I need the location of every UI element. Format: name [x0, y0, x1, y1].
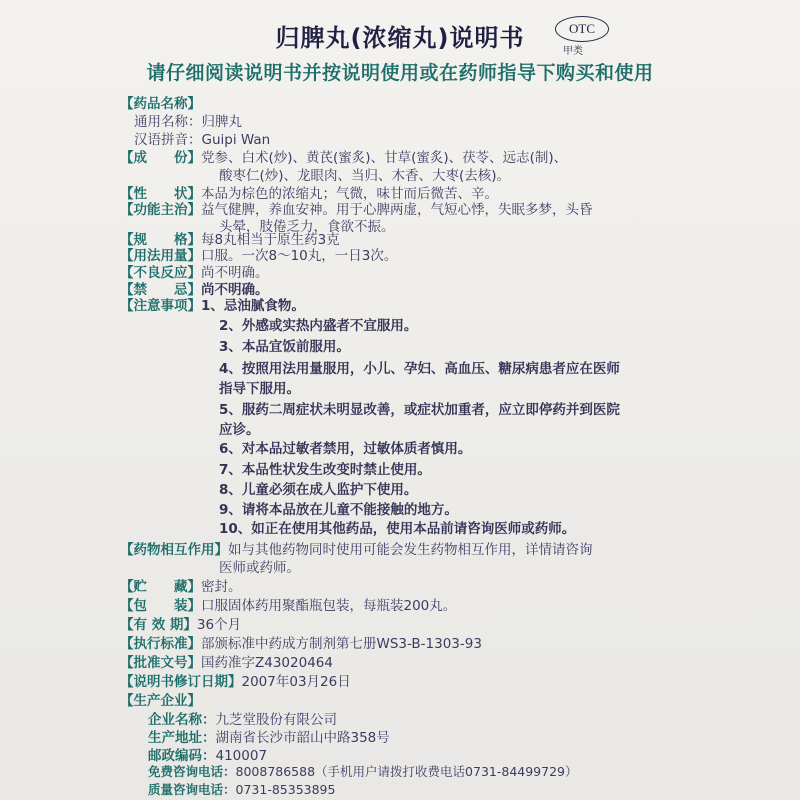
interactions-line-2: 医师或药师。 [219, 560, 300, 576]
precaution-item: 指导下服用。 [219, 381, 300, 397]
revision-value: 2007年03月26日 [241, 674, 351, 690]
precaution-item: 5、服药二周症状未明显改善，或症状加重者，应立即停药并到医院 [219, 402, 620, 418]
precaution-item: 1、忌油腻食物。 [201, 298, 305, 314]
approval-label: 【批准文号】 [120, 655, 201, 671]
freephone-label: 免费咨询电话： [148, 764, 236, 779]
specification-value: 每8丸相当于原生药3克 [201, 232, 340, 248]
precautions-label: 【注意事项】 [120, 298, 201, 314]
interactions-line-1: 如与其他药物同时使用可能会发生药物相互作用，详情请咨询 [228, 542, 593, 558]
otc-class-label: 甲类 [563, 46, 583, 57]
packaging-row [120, 594, 456, 614]
validity-row [120, 613, 241, 633]
ingredients-label: 【成 份】 [120, 150, 201, 166]
company-value: 九芝堂股份有限公司 [215, 712, 337, 728]
adverse-label: 【不良反应】 [120, 265, 201, 281]
precaution-item: 10、如正在使用其他药品，使用本品前请咨询医师或药师。 [219, 521, 576, 537]
packaging-label: 【包 装】 [120, 598, 201, 614]
precaution-item: 3、本品宜饭前服用。 [219, 339, 350, 355]
drug-name-label: 【药品名称】 [120, 96, 201, 112]
contraindications-value: 尚不明确。 [201, 282, 269, 298]
postcode-value: 410007 [215, 748, 268, 764]
dosage-label: 【用法用量】 [120, 248, 201, 264]
address-label: 生产地址： [148, 730, 216, 746]
precaution-item: 应诊。 [219, 422, 260, 438]
storage-value: 密封。 [201, 579, 242, 595]
freephone-value: 8008786588（手机用户请拨打收费电话0731-84499729） [235, 764, 578, 779]
validity-label: 【有 效 期】 [120, 617, 197, 633]
approval-value: 国药准字Z43020464 [201, 655, 333, 671]
company-row [148, 708, 337, 728]
precaution-item: 2、外感或实热内盛者不宜服用。 [219, 318, 418, 334]
precaution-item: 7、本品性状发生改变时禁止使用。 [219, 462, 431, 478]
packaging-value: 口服固体药用聚酯瓶包装，每瓶装200丸。 [201, 598, 457, 614]
ingredients-line-2: 酸枣仁(炒)、龙眼肉、当归、木香、大枣(去核)。 [219, 168, 511, 184]
otc-badge: OTC [555, 16, 609, 42]
standard-row [120, 632, 482, 652]
manufacturer-label: 【生产企业】 [120, 693, 201, 709]
common-name-row [134, 110, 242, 130]
contraindications-label: 【禁 忌】 [120, 282, 201, 298]
quality-phone-row [148, 780, 335, 798]
precaution-item: 6、对本品过敏者禁用，过敏体质者慎用。 [219, 441, 472, 457]
specification-label: 【规 格】 [120, 232, 201, 248]
standard-label: 【执行标准】 [120, 636, 201, 652]
common-name-label: 通用名称： [134, 114, 202, 130]
precaution-item: 8、儿童必须在成人监护下使用。 [219, 482, 418, 498]
precaution-item: 9、请将本品放在儿童不能接触的地方。 [219, 502, 458, 518]
ingredients-row [120, 146, 567, 166]
quality-phone-label: 质量咨询电话： [148, 782, 236, 797]
document-subtitle: 请仔细阅读说明书并按说明使用或在药师指导下购买和使用 [146, 62, 654, 84]
interactions-label: 【药物相互作用】 [120, 542, 228, 558]
manufacturer-row [120, 689, 201, 709]
document-title: 归脾丸(浓缩丸)说明书 [275, 24, 525, 52]
dosage-value: 口服。一次8～10丸，一日3次。 [201, 248, 398, 264]
properties-value: 本品为棕色的浓缩丸；气微，味甘而后微苦、辛。 [201, 186, 498, 202]
standard-value: 部颁标准中药成方制剂第七册WS3-B-1303-93 [201, 636, 482, 652]
drug-name-section [120, 92, 201, 112]
pinyin-value: Guipi Wan [201, 132, 271, 148]
validity-value: 36个月 [196, 617, 242, 633]
revision-label: 【说明书修订日期】 [120, 674, 242, 690]
storage-label: 【贮 藏】 [120, 579, 201, 595]
ingredients-line-1: 党参、白术(炒)、黄芪(蜜炙)、甘草(蜜炙)、茯苓、远志(制)、 [201, 150, 568, 166]
pinyin-label: 汉语拼音： [134, 132, 202, 148]
address-row [148, 726, 390, 746]
postcode-row [148, 744, 267, 764]
indications-line-2: 头晕，肢倦乏力，食欲不振。 [219, 219, 395, 235]
adverse-value: 尚不明确。 [201, 265, 269, 281]
interactions-row [120, 538, 593, 558]
precaution-item: 4、按照用法用量服用，小儿、孕妇、高血压、糖尿病患者应在医师 [219, 361, 620, 377]
address-value: 湖南省长沙市韶山中路358号 [215, 730, 390, 746]
indications-label: 【功能主治】 [120, 202, 201, 218]
revision-row [120, 670, 351, 690]
properties-label: 【性 状】 [120, 186, 201, 202]
precautions-row [120, 294, 305, 314]
quality-phone-value: 0731-85353895 [235, 782, 336, 797]
indications-line-1: 益气健脾，养血安神。用于心脾两虚，气短心悸，失眠多梦，头昏 [201, 202, 593, 218]
storage-row [120, 575, 242, 595]
common-name-value: 归脾丸 [201, 114, 242, 130]
freephone-row [148, 762, 578, 780]
approval-row [120, 651, 333, 671]
pinyin-row [134, 128, 270, 148]
company-label: 企业名称： [148, 712, 216, 728]
postcode-label: 邮政编码： [148, 748, 216, 764]
